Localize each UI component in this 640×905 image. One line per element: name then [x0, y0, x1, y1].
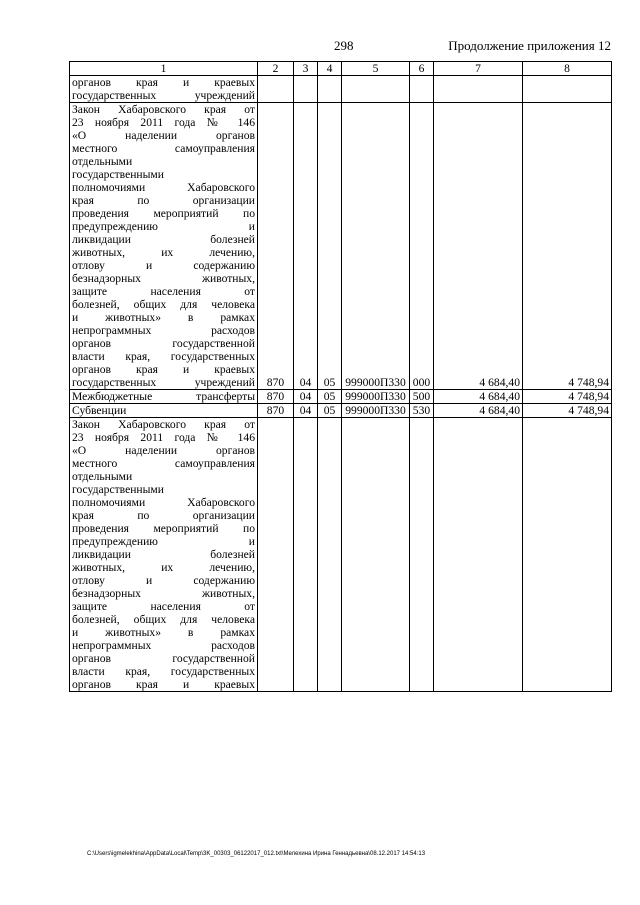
section-code: 04 [294, 103, 318, 390]
column-header: 5 [342, 62, 410, 76]
subsection-code [318, 76, 342, 103]
subsection-code: 05 [318, 390, 342, 404]
description-line: предупреждению и [72, 535, 255, 548]
description-line: проведения мероприятий по [72, 207, 255, 220]
target-article-code [342, 76, 410, 103]
description-line: государственных учреждений [72, 89, 255, 102]
amount-year-1: 4 684,40 [434, 103, 523, 390]
table-row [70, 76, 612, 103]
description-line: безнадзорных животных, [72, 272, 255, 285]
description-line: органов государственной [72, 652, 255, 665]
budget-table [69, 61, 612, 692]
description-line: ликвидации болезней [72, 233, 255, 246]
admin-code: 870 [258, 103, 294, 390]
description-line: местного самоуправления [72, 457, 255, 470]
description-line: Закон Хабаровского края от [72, 418, 255, 431]
description-line: ликвидации болезней [72, 548, 255, 561]
description-line: и животных» в рамках [72, 626, 255, 639]
description-line: болезней, общих для человека [72, 613, 255, 626]
description-line: местного самоуправления [72, 142, 255, 155]
description-line: проведения мероприятий по [72, 522, 255, 535]
column-header: 4 [318, 62, 342, 76]
expense-type-code [410, 76, 434, 103]
description-line: 23 ноября 2011 года № 146 [72, 431, 255, 444]
section-code: 04 [294, 390, 318, 404]
description-line: органов государственной [72, 337, 255, 350]
description-line: животных, их лечению, [72, 246, 255, 259]
amount-year-2: 4 748,94 [523, 390, 612, 404]
subsection-code: 05 [318, 404, 342, 418]
description-line: Субвенции [72, 404, 127, 417]
description-line: власти края, государственных [72, 665, 255, 678]
expense-type-code: 000 [410, 103, 434, 390]
description-line: края по организации [72, 509, 255, 522]
column-header: 2 [258, 62, 294, 76]
description-line: отдельными [72, 155, 133, 168]
target-article-code: 999000П330 [342, 404, 410, 418]
table-row [70, 103, 612, 390]
table-row [70, 390, 612, 404]
description-line: органов края и краевых [72, 363, 255, 376]
file-path-footer: C:\Users\igmelekhina\AppData\Local\Temp\3K_00303_06122017_012.txt\Мелехина Ирина Геннадьевна\08.12.2017 14:54:13 [87, 851, 426, 857]
description-line: безнадзорных животных, [72, 587, 255, 600]
expense-type-code: 500 [410, 390, 434, 404]
admin-code: 870 [258, 390, 294, 404]
amount-year-2: 4 748,94 [523, 404, 612, 418]
row-description [70, 76, 258, 103]
description-line: непрограммных расходов [72, 324, 255, 337]
row-description [70, 418, 258, 692]
description-line: и животных» в рамках [72, 311, 255, 324]
continuation-caption: Продолжение приложения 12 [448, 38, 611, 53]
page-number: 298 [334, 38, 354, 53]
target-article-code: 999000П330 [342, 390, 410, 404]
description-line: «О наделении органов [72, 129, 255, 142]
description-line: непрограммных расходов [72, 639, 255, 652]
row-description [70, 390, 258, 404]
target-article-code [342, 418, 410, 692]
column-header: 3 [294, 62, 318, 76]
description-line: государственными [72, 168, 164, 181]
description-line: животных, их лечению, [72, 561, 255, 574]
expense-type-code: 530 [410, 404, 434, 418]
row-description [70, 103, 258, 390]
description-line: предупреждению и [72, 220, 255, 233]
section-code [294, 418, 318, 692]
description-line: отлову и содержанию [72, 574, 255, 587]
description-line: полномочиями Хабаровского [72, 181, 255, 194]
amount-year-1: 4 684,40 [434, 390, 523, 404]
description-line: власти края, государственных [72, 350, 255, 363]
description-line: полномочиями Хабаровского [72, 496, 255, 509]
section-code: 04 [294, 404, 318, 418]
amount-year-1 [434, 418, 523, 692]
column-header: 7 [434, 62, 523, 76]
description-line: государственных учреждений [72, 376, 255, 389]
description-line: 23 ноября 2011 года № 146 [72, 116, 255, 129]
description-line: края по организации [72, 194, 255, 207]
subsection-code: 05 [318, 103, 342, 390]
description-line: Межбюджетные трансферты [72, 390, 255, 403]
description-line: Закон Хабаровского края от [72, 103, 255, 116]
description-line: государственными [72, 483, 164, 496]
subsection-code [318, 418, 342, 692]
description-line: отлову и содержанию [72, 259, 255, 272]
amount-year-2: 4 748,94 [523, 103, 612, 390]
expense-type-code [410, 418, 434, 692]
column-header: 1 [70, 62, 258, 76]
admin-code [258, 76, 294, 103]
amount-year-1 [434, 76, 523, 103]
table-row [70, 404, 612, 418]
description-line: отдельными [72, 470, 133, 483]
column-header: 6 [410, 62, 434, 76]
target-article-code: 999000П330 [342, 103, 410, 390]
table-header-row [70, 62, 612, 76]
description-line: защите населения от [72, 285, 255, 298]
admin-code: 870 [258, 404, 294, 418]
column-header: 8 [523, 62, 612, 76]
description-line: «О наделении органов [72, 444, 255, 457]
description-line: защите населения от [72, 600, 255, 613]
amount-year-2 [523, 418, 612, 692]
description-line: органов края и краевых [72, 678, 255, 691]
description-line: органов края и краевых [72, 76, 255, 89]
amount-year-1: 4 684,40 [434, 404, 523, 418]
section-code [294, 76, 318, 103]
admin-code [258, 418, 294, 692]
amount-year-2 [523, 76, 612, 103]
table-row [70, 418, 612, 692]
description-line: болезней, общих для человека [72, 298, 255, 311]
row-description [70, 404, 258, 418]
